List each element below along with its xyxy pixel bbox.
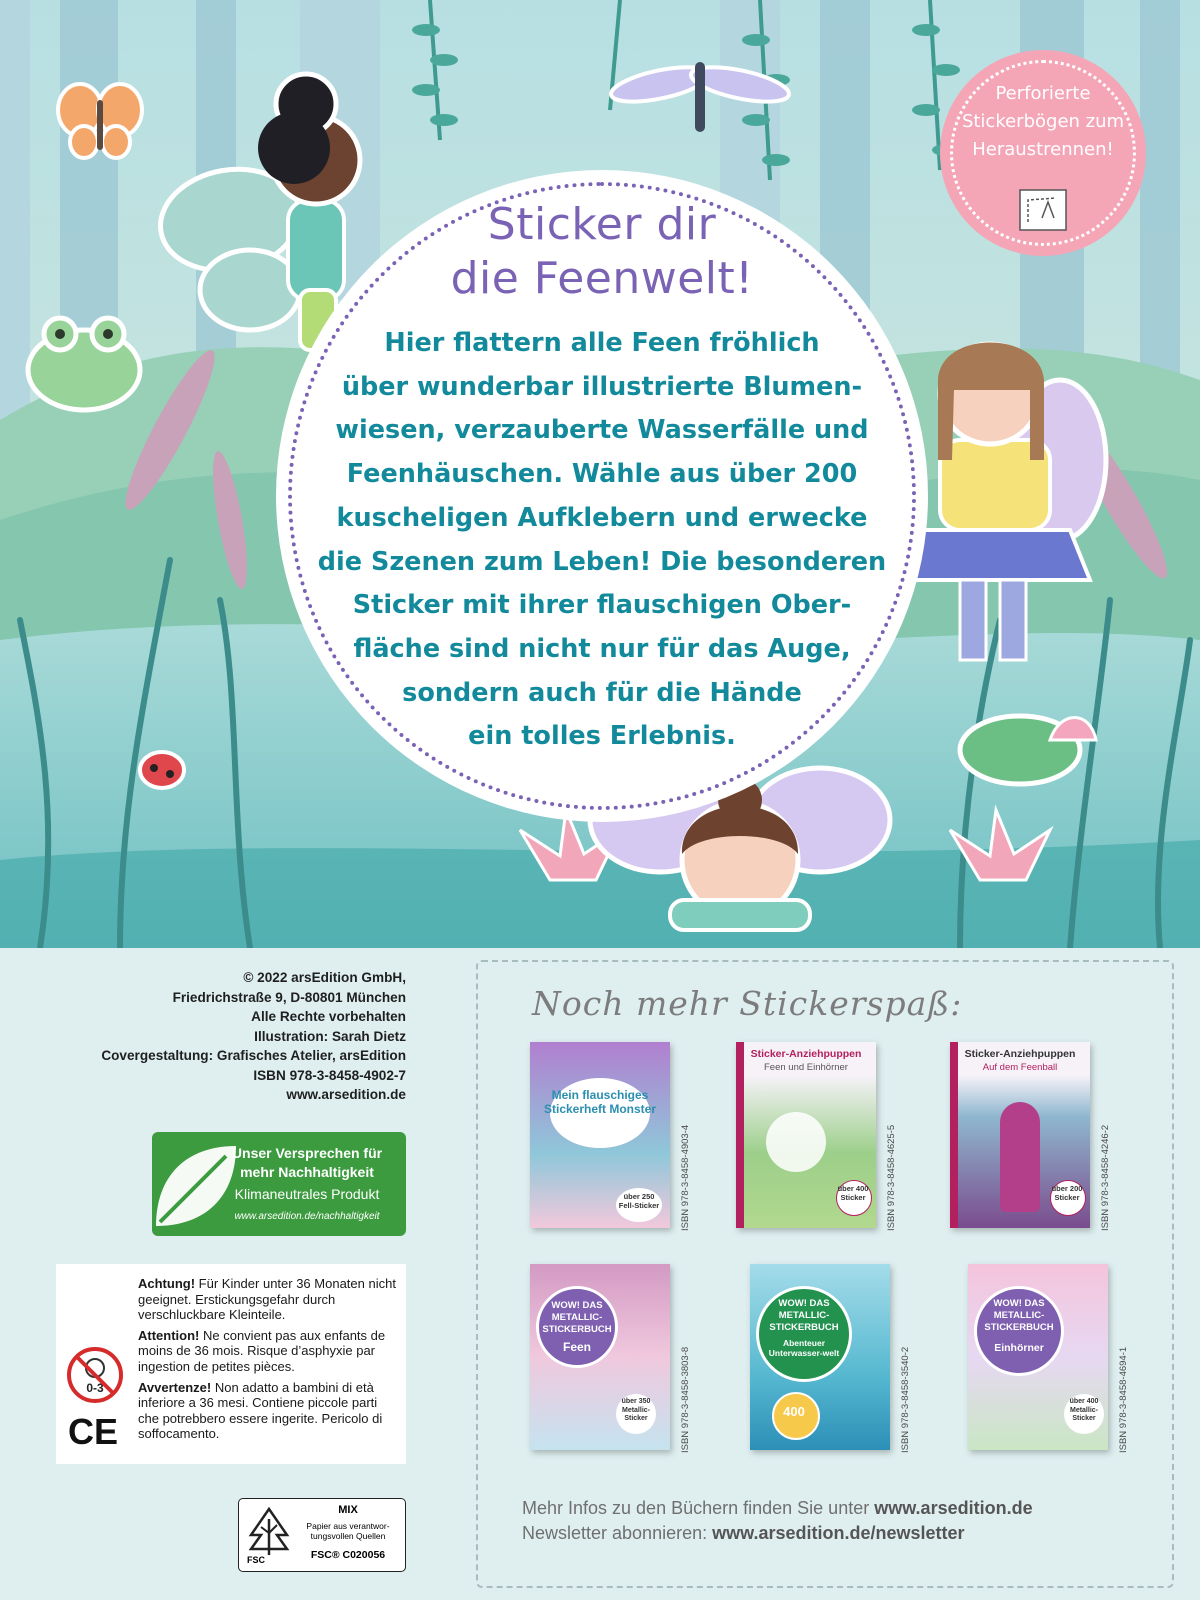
newsletter-line: Newsletter abonnieren: www.arsedition.de/newsletter — [522, 1523, 965, 1543]
perforated-sheet-icon — [1018, 188, 1068, 232]
imprint-line: www.arsedition.de — [286, 1087, 406, 1102]
sustainability-line: mehr Nachhaltigkeit — [240, 1164, 374, 1180]
headline-line: die Feenwelt! — [450, 253, 754, 304]
book-cover-metallic-feen[interactable] — [530, 1264, 670, 1450]
ce-mark-icon — [68, 1412, 118, 1450]
imprint-line: Covergestaltung: Grafisches Atelier, arsEdition — [101, 1048, 406, 1063]
imprint-line: ISBN 978-3-8458-4902-7 — [253, 1067, 406, 1083]
sustainability-url[interactable]: www.arsedition.de/nachhaltigkeit — [234, 1211, 380, 1222]
climate-neutral-label: Klimaneutrales Produkt — [234, 1186, 380, 1202]
book-cover-feenball[interactable] — [950, 1042, 1090, 1228]
book-title: WOW! DAS METALLIC-STICKERBUCH — [542, 1300, 612, 1335]
age-restriction-icon — [66, 1346, 124, 1404]
description-line: über wunderbar illustrierte Blumen- — [341, 371, 863, 402]
book-title: Mein flauschiges Stickerheft Monster — [543, 1088, 657, 1116]
book-cover-metallic-einhoerner[interactable] — [968, 1264, 1108, 1450]
headline — [352, 198, 852, 306]
sustainability-line: Unser Versprechen für — [231, 1145, 383, 1161]
book-subtitle: Auf dem Feenball — [982, 1062, 1058, 1073]
book-subtitle: Feen — [562, 1340, 591, 1354]
book-isbn: ISBN 978-3-8458-3803-8 — [680, 1346, 691, 1453]
books-info-line: Mehr Infos zu den Büchern finden Sie unter www.arsedition.de — [522, 1498, 1033, 1518]
age-label: 0-3 — [86, 1381, 104, 1395]
book-isbn: ISBN 978-3-8458-4903-4 — [680, 1124, 691, 1231]
perforated-sheets-badge — [940, 50, 1146, 256]
book-isbn: ISBN 978-3-8458-4694-1 — [1118, 1346, 1129, 1453]
description-line: kuscheligen Aufklebern und erwecke — [336, 502, 868, 533]
warning-de: Achtung! Für Kinder unter 36 Monaten nicht geeignet. Erstickungsgefahr durch verschluckbare Kleinteile. — [138, 1276, 396, 1323]
book-isbn: ISBN 978-3-8458-4625-5 — [886, 1124, 897, 1231]
more-stickers-panel — [476, 960, 1174, 1588]
book-isbn: ISBN 978-3-8458-3540-2 — [900, 1346, 911, 1453]
imprint-line: © 2022 arsEdition GmbH, — [243, 970, 406, 985]
sustainability-badge — [152, 1132, 406, 1236]
safety-warning — [56, 1264, 406, 1464]
imprint-line: Friedrichstraße 9, D-80801 München — [172, 989, 406, 1005]
fsc-source: Papier aus verantwor- tungsvollen Quellen — [306, 1521, 390, 1541]
description-line: wiesen, verzauberte Wasserfälle und — [335, 415, 869, 446]
description-line: Feenhäuschen. Wähle aus über 200 — [346, 459, 858, 490]
book-cover-feen-einhoerner[interactable] — [736, 1042, 876, 1228]
book-badge: über 200 Sticker — [1051, 1184, 1083, 1202]
book-subtitle: Einhörner — [994, 1342, 1044, 1354]
book-badge: über 350 Metallic-Sticker — [621, 1398, 651, 1422]
book-title: Sticker-Anziehpuppen — [750, 1048, 862, 1060]
description-text — [312, 322, 892, 759]
book-title: WOW! DAS METALLIC-STICKERBUCH — [984, 1298, 1054, 1333]
imprint-line: Illustration: Sarah Dietz — [254, 1028, 406, 1044]
book-subtitle: Feen und Einhörner — [764, 1062, 848, 1073]
ce-label: CE — [68, 1412, 118, 1450]
book-title: WOW! DAS METALLIC-STICKERBUCH — [769, 1298, 839, 1333]
description-line: fläche sind nicht nur für das Auge, — [353, 633, 851, 664]
book-badge: 400 — [783, 1404, 805, 1419]
description-line: Sticker mit ihrer flauschigen Ober- — [352, 590, 852, 621]
badge-line: Perforierte — [995, 83, 1091, 104]
imprint-line: Alle Rechte vorbehalten — [251, 1009, 406, 1024]
badge-line: Stickerbögen zum — [961, 111, 1125, 132]
book-isbn: ISBN 978-3-8458-4246-2 — [1100, 1124, 1111, 1231]
book-badge: über 250 Fell-Sticker — [618, 1192, 660, 1210]
warning-it: Avvertenze! Non adatto a bambini di età inferiore a 36 mesi. Contiene piccole parti che potrebbero essere ingerite. Pericolo di soffocamento. — [138, 1379, 383, 1442]
fsc-label — [238, 1498, 406, 1572]
book-title: Sticker-Anziehpuppen — [964, 1048, 1076, 1060]
headline-line: Sticker dir — [487, 199, 717, 250]
description-line: die Szenen zum Leben! Die besonderen — [317, 546, 887, 577]
description-line: Hier flattern alle Feen fröhlich — [384, 328, 820, 358]
book-subtitle: Abenteuer Unterwasser-welt — [768, 1338, 840, 1358]
description-line: sondern auch für die Hände — [402, 677, 802, 708]
fsc-mix: MIX — [338, 1504, 358, 1516]
more-stickers-title: Noch mehr Stickerspaß: — [532, 984, 963, 1023]
arsedition-link[interactable]: www.arsedition.de — [874, 1498, 1033, 1518]
imprint — [40, 968, 406, 1105]
book-cover-metallic-unterwasser[interactable] — [750, 1264, 890, 1450]
fsc-logo-text: FSC — [247, 1555, 265, 1565]
warning-fr: Attention! Ne convient pas aux enfants de moins de 36 mois. Risque d’asphyxie par ingestion de petites pièces. — [138, 1327, 386, 1374]
newsletter-link[interactable]: www.arsedition.de/newsletter — [712, 1523, 965, 1543]
more-info-text — [522, 1496, 1033, 1546]
book-badge: über 400 Metallic-Sticker — [1069, 1398, 1099, 1422]
badge-line: Heraustrennen! — [972, 139, 1114, 160]
book-cover-monster[interactable] — [530, 1042, 670, 1228]
fsc-code: FSC® C020056 — [310, 1549, 386, 1561]
description-line: ein tolles Erlebnis. — [468, 721, 736, 752]
publisher-info-area — [0, 948, 1200, 1600]
book-badge: über 400 Sticker — [837, 1184, 869, 1202]
